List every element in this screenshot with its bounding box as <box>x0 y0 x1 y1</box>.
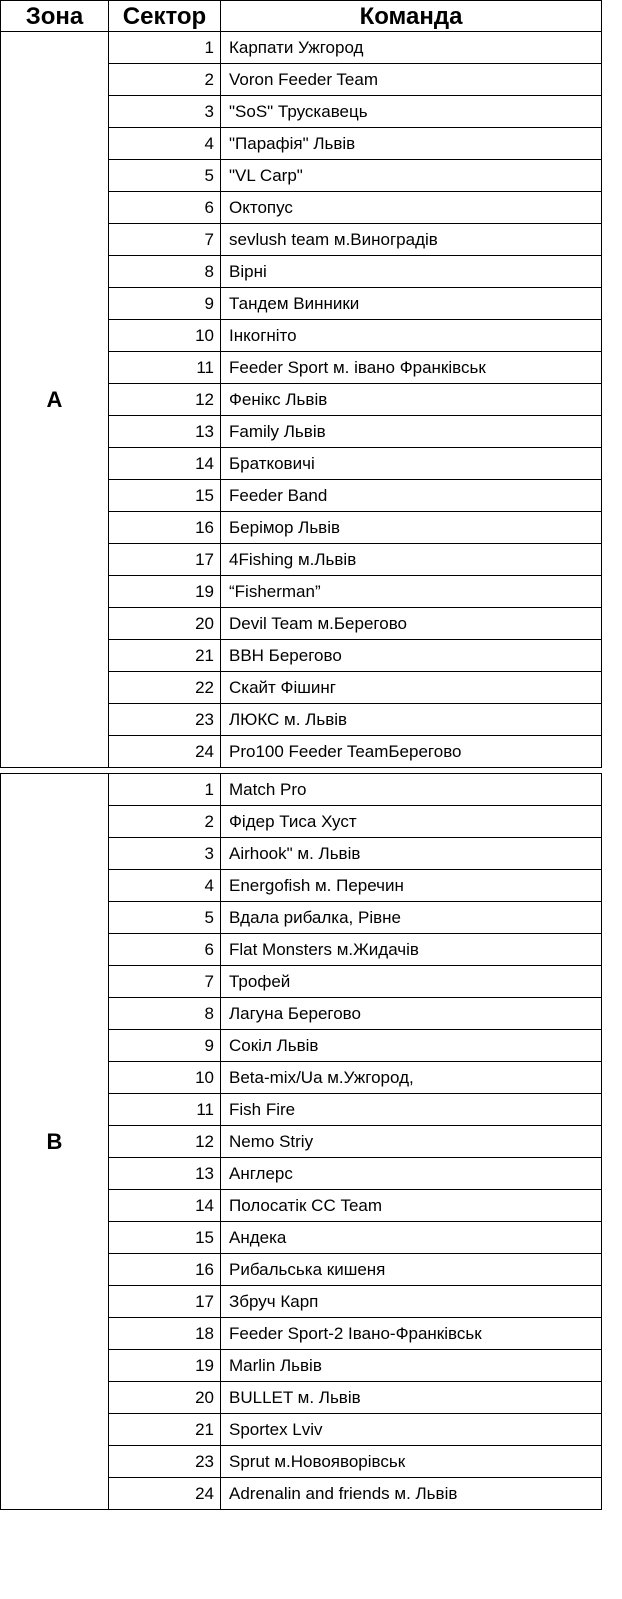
sector-cell: 23 <box>109 1446 221 1478</box>
team-cell: "SoS" Трускавець <box>221 96 602 128</box>
sector-cell: 9 <box>109 288 221 320</box>
sector-cell: 8 <box>109 998 221 1030</box>
team-cell: Voron Feeder Team <box>221 64 602 96</box>
sector-cell: 12 <box>109 384 221 416</box>
team-cell: Фенікс Львів <box>221 384 602 416</box>
team-cell: Pro100 Feeder TeamБерегово <box>221 736 602 768</box>
sector-cell: 7 <box>109 966 221 998</box>
table-row <box>1 774 602 806</box>
header-team: Команда <box>221 1 602 32</box>
header-zone: Зона <box>1 1 109 32</box>
team-cell: 4Fishing м.Львів <box>221 544 602 576</box>
sector-cell: 6 <box>109 934 221 966</box>
sector-cell: 15 <box>109 1222 221 1254</box>
team-cell: Family Львів <box>221 416 602 448</box>
team-cell: Лагуна Берегово <box>221 998 602 1030</box>
sector-cell: 4 <box>109 128 221 160</box>
team-cell: Інкогніто <box>221 320 602 352</box>
sector-cell: 18 <box>109 1318 221 1350</box>
sector-cell: 5 <box>109 160 221 192</box>
table-body <box>1 32 602 1510</box>
team-cell: Скайт Фішинг <box>221 672 602 704</box>
sector-cell: 21 <box>109 1414 221 1446</box>
sector-cell: 11 <box>109 1094 221 1126</box>
sector-cell: 2 <box>109 64 221 96</box>
sector-cell: 19 <box>109 1350 221 1382</box>
sector-cell: 3 <box>109 838 221 870</box>
sector-cell: 15 <box>109 480 221 512</box>
team-cell: Братковичі <box>221 448 602 480</box>
team-cell: Sprut м.Новояворівськ <box>221 1446 602 1478</box>
team-cell: Adrenalin and friends м. Львів <box>221 1478 602 1510</box>
sector-cell: 16 <box>109 1254 221 1286</box>
sector-cell: 17 <box>109 1286 221 1318</box>
sector-cell: 10 <box>109 320 221 352</box>
team-cell: Октопус <box>221 192 602 224</box>
sector-cell: 22 <box>109 672 221 704</box>
team-cell: Полосатік СС Team <box>221 1190 602 1222</box>
sector-cell: 17 <box>109 544 221 576</box>
team-cell: Flat Monsters м.Жидачів <box>221 934 602 966</box>
sector-cell: 24 <box>109 1478 221 1510</box>
team-cell: Андека <box>221 1222 602 1254</box>
team-cell: Beta-mix/Ua м.Ужгород, <box>221 1062 602 1094</box>
team-cell: Англерс <box>221 1158 602 1190</box>
team-cell: Nemo Striy <box>221 1126 602 1158</box>
sector-cell: 7 <box>109 224 221 256</box>
sector-cell: 12 <box>109 1126 221 1158</box>
team-cell: Airhook" м. Львів <box>221 838 602 870</box>
table-row <box>1 32 602 64</box>
team-cell: Match Pro <box>221 774 602 806</box>
sector-cell: 16 <box>109 512 221 544</box>
sector-cell: 24 <box>109 736 221 768</box>
team-cell: Feeder Sport-2 Івано-Франківськ <box>221 1318 602 1350</box>
team-cell: ЛЮКС м. Львів <box>221 704 602 736</box>
team-cell: Energofish м. Перечин <box>221 870 602 902</box>
sector-cell: 5 <box>109 902 221 934</box>
sector-cell: 1 <box>109 32 221 64</box>
team-cell: Fish Fire <box>221 1094 602 1126</box>
team-cell: Трофей <box>221 966 602 998</box>
team-cell: Feeder Band <box>221 480 602 512</box>
header-sector: Сектор <box>109 1 221 32</box>
team-cell: ВВН Берегово <box>221 640 602 672</box>
sector-cell: 13 <box>109 416 221 448</box>
team-cell: Тандем Винники <box>221 288 602 320</box>
header-row <box>1 1 602 32</box>
team-cell: Рибальська кишеня <box>221 1254 602 1286</box>
zone-cell: B <box>1 774 109 1510</box>
zone-cell: A <box>1 32 109 768</box>
team-cell: “Fisherman” <box>221 576 602 608</box>
sector-cell: 1 <box>109 774 221 806</box>
sector-cell: 8 <box>109 256 221 288</box>
sector-cell: 13 <box>109 1158 221 1190</box>
sector-cell: 14 <box>109 1190 221 1222</box>
team-cell: Фідер Тиса Хуст <box>221 806 602 838</box>
sector-cell: 9 <box>109 1030 221 1062</box>
sector-cell: 19 <box>109 576 221 608</box>
sector-cell: 2 <box>109 806 221 838</box>
team-cell: Вірні <box>221 256 602 288</box>
team-cell: Feeder Sport м. івано Франківськ <box>221 352 602 384</box>
sector-cell: 21 <box>109 640 221 672</box>
team-cell: Devil Team м.Берегово <box>221 608 602 640</box>
team-cell: Сокіл Львів <box>221 1030 602 1062</box>
sector-cell: 20 <box>109 1382 221 1414</box>
sector-cell: 11 <box>109 352 221 384</box>
sector-cell: 20 <box>109 608 221 640</box>
sector-cell: 10 <box>109 1062 221 1094</box>
team-cell: Sportex Lviv <box>221 1414 602 1446</box>
sector-cell: 23 <box>109 704 221 736</box>
team-cell: Карпати Ужгород <box>221 32 602 64</box>
team-cell: Вдала рибалка, Рівне <box>221 902 602 934</box>
sector-cell: 3 <box>109 96 221 128</box>
team-cell: Берімор Львів <box>221 512 602 544</box>
team-cell: "Парафія" Львів <box>221 128 602 160</box>
team-cell: Збруч Карп <box>221 1286 602 1318</box>
sector-cell: 14 <box>109 448 221 480</box>
team-cell: Marlin Львів <box>221 1350 602 1382</box>
sector-cell: 6 <box>109 192 221 224</box>
team-cell: sevlush team м.Виноградів <box>221 224 602 256</box>
sector-cell: 4 <box>109 870 221 902</box>
team-cell: "VL Carp" <box>221 160 602 192</box>
team-cell: BULLET м. Львів <box>221 1382 602 1414</box>
